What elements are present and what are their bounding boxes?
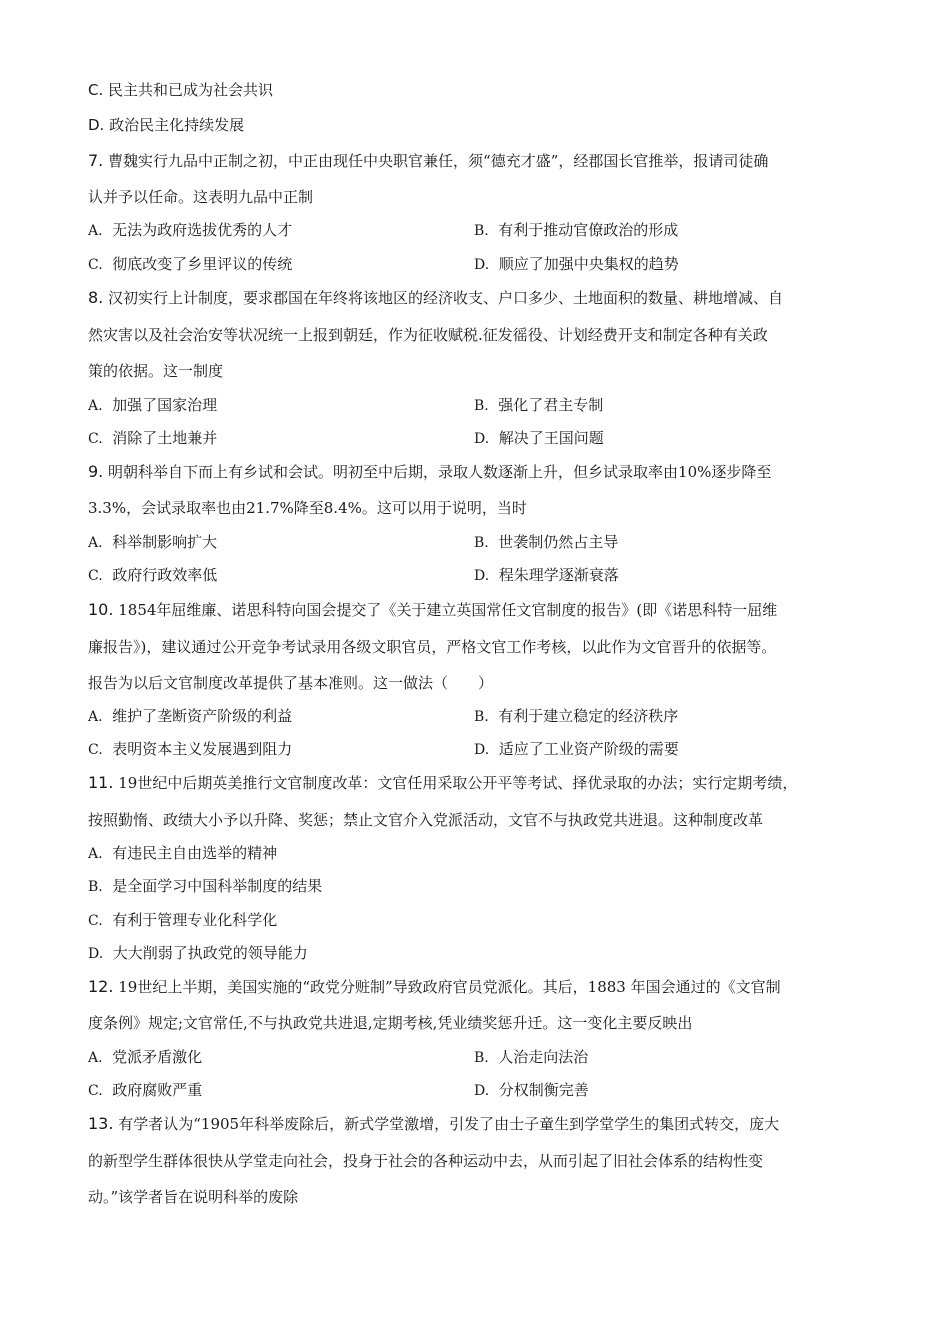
option-letter: B.	[474, 709, 489, 725]
question-10-stem-line-1	[88, 600, 777, 620]
q10-option-b	[474, 706, 678, 727]
option-letter: C.	[88, 742, 103, 758]
question-stem-text: 按照勤惰、政绩大小予以升降、奖惩；禁止文官介入党派活动，文官不与执政党共进退。这种制度改革	[88, 811, 764, 829]
option-letter: D.	[88, 116, 105, 134]
q10-option-a	[88, 706, 292, 727]
option-text: 民主共和已成为社会共识	[108, 81, 274, 99]
option-letter: A.	[88, 398, 103, 414]
option-text: 世袭制仍然占主导	[498, 533, 619, 551]
option-letter: D.	[474, 257, 490, 273]
option-letter: C.	[88, 257, 103, 273]
option-letter: D.	[474, 1083, 490, 1099]
question-13-stem-line-2	[88, 1151, 763, 1171]
q7-option-d	[474, 254, 679, 275]
option-text: 适应了工业资产阶级的需要	[498, 740, 679, 758]
q10-option-c	[88, 739, 292, 760]
question-stem-text: 的新型学生群体很快从学堂走向社会，投身于社会的各种运动中去，从而引起了旧社会体系的结构性变	[88, 1152, 764, 1170]
option-text: 加强了国家治理	[112, 396, 218, 414]
q9-option-b	[474, 532, 618, 553]
question-10-stem-line-2	[88, 637, 776, 657]
question-stem-text: 度条例》规定;文官常任,不与执政党共进退,定期考核,凭业绩奖惩升迁。这一变化主要反映出	[88, 1014, 693, 1032]
option-letter: C.	[88, 1083, 103, 1099]
question-stem-text: 明朝科举自下而上有乡试和会试。明初至中后期，录取人数逐渐上升，但乡试录取率由10%逐步降至	[108, 463, 772, 481]
q12-option-b	[474, 1047, 588, 1068]
question-number: 10.	[88, 600, 114, 619]
question-12-stem-line-2	[88, 1013, 692, 1033]
question-stem-text: 策的依据。这一制度	[88, 362, 224, 380]
q11-option-b	[88, 876, 322, 897]
q8-option-c	[88, 428, 217, 449]
question-7-stem-line-1	[88, 151, 768, 171]
option-text: 顺应了加强中央集权的趋势	[498, 255, 679, 273]
q12-option-a	[88, 1047, 202, 1068]
question-number: 8.	[88, 288, 104, 307]
option-text: 有违民主自由选举的精神	[112, 844, 278, 862]
option-text: 强化了君主专制	[498, 396, 604, 414]
q7-option-a	[88, 220, 292, 241]
option-letter: D.	[474, 568, 490, 584]
question-number: 9.	[88, 462, 104, 481]
question-number: 12.	[88, 977, 114, 996]
question-stem-text: 报告为以后文官制度改革提供了基本准则。这一做法（ ）	[88, 674, 494, 692]
question-8-stem-line-1	[88, 288, 783, 308]
question-stem-text: 有学者认为“1905年科举废除后，新式学堂激增，引发了由士子童生到学堂学生的集团式转交，庞大	[118, 1115, 780, 1133]
question-8-stem-line-2	[88, 325, 768, 345]
q8-option-a	[88, 395, 217, 416]
option-letter: A.	[88, 535, 103, 551]
option-letter: C.	[88, 568, 103, 584]
question-number: 13.	[88, 1114, 114, 1133]
q9-option-c	[88, 565, 217, 586]
q10-option-d	[474, 739, 679, 760]
option-letter: B.	[474, 223, 489, 239]
question-9-stem-line-1	[88, 462, 771, 482]
question-stem-text: 1854年屈维廉、诺思科特向国会提交了《关于建立英国常任文官制度的报告》(即《诺思科特一屈维	[118, 601, 778, 619]
q11-option-d	[88, 943, 308, 964]
q8-option-b	[474, 395, 603, 416]
option-letter: A.	[88, 1050, 103, 1066]
question-7-stem-line-2	[88, 187, 313, 207]
option-c-prev	[88, 80, 273, 100]
option-text: 解决了王国问题	[498, 429, 604, 447]
option-text: 是全面学习中国科举制度的结果	[112, 877, 323, 895]
option-text: 表明资本主义发展遇到阻力	[112, 740, 293, 758]
q9-option-d	[474, 565, 619, 586]
q7-option-c	[88, 254, 292, 275]
option-text: 有利于管理专业化科学化	[112, 911, 278, 929]
option-text: 分权制衡完善	[498, 1081, 589, 1099]
question-stem-text: 汉初实行上计制度，要求郡国在年终将该地区的经济收支、户口多少、土地面积的数量、耕地增减、自	[108, 289, 784, 307]
question-8-stem-line-3	[88, 361, 223, 381]
option-letter: C.	[88, 81, 104, 99]
q12-option-c	[88, 1080, 202, 1101]
question-13-stem-line-1	[88, 1114, 779, 1134]
option-text: 彻底改变了乡里评议的传统	[112, 255, 293, 273]
question-stem-text: 认并予以任命。这表明九品中正制	[88, 188, 314, 206]
question-stem-text: 3.3%，会试录取率也由21.7%降至8.4%。这可以用于说明，当时	[88, 499, 527, 517]
question-13-stem-line-3	[88, 1187, 298, 1207]
q12-option-d	[474, 1080, 589, 1101]
option-d-prev	[88, 115, 244, 135]
q11-option-c	[88, 910, 277, 931]
option-letter: D.	[474, 431, 490, 447]
option-letter: A.	[88, 709, 103, 725]
option-letter: C.	[88, 431, 103, 447]
option-text: 人治走向法治	[498, 1048, 589, 1066]
option-letter: B.	[474, 535, 489, 551]
q8-option-d	[474, 428, 604, 449]
option-text: 程朱理学逐渐衰落	[498, 566, 619, 584]
option-text: 政府腐败严重	[112, 1081, 203, 1099]
option-text: 党派矛盾激化	[112, 1048, 203, 1066]
question-11-stem-line-2	[88, 810, 763, 830]
option-text: 有利于建立稳定的经济秩序	[498, 707, 679, 725]
question-stem-text: 19世纪上半期，美国实施的“政党分赃制”导致政府官员党派化。其后，1883 年国会通过的《文官制	[118, 978, 781, 996]
option-text: 有利于推动官僚政治的形成	[498, 221, 679, 239]
option-letter: D.	[474, 742, 490, 758]
question-stem-text: 曹魏实行九品中正制之初，中正由现任中央职官兼任，须“德充才盛”，经郡国长官推举，报请司徒确	[108, 152, 769, 170]
option-text: 政治民主化持续发展	[109, 116, 245, 134]
option-text: 科举制影响扩大	[112, 533, 218, 551]
question-stem-text: 19世纪中后期英美推行文官制度改革：文官任用采取公开平等考试、择优录取的办法；实行定期考绩，	[118, 774, 798, 792]
option-text: 消除了土地兼并	[112, 429, 218, 447]
option-text: 维护了垄断资产阶级的利益	[112, 707, 293, 725]
q9-option-a	[88, 532, 217, 553]
question-stem-text: 廉报告》)，建议通过公开竞争考试录用各级文职官员，严格文官工作考核，以此作为文官晋升的依据等。	[88, 638, 777, 656]
option-text: 大大削弱了执政党的领导能力	[112, 944, 308, 962]
question-number: 11.	[88, 773, 114, 792]
question-10-stem-line-3	[88, 673, 493, 693]
question-11-stem-line-1	[88, 773, 797, 793]
option-letter: D.	[88, 946, 104, 962]
option-text: 政府行政效率低	[112, 566, 218, 584]
option-text: 无法为政府选拔优秀的人才	[112, 221, 293, 239]
option-letter: A.	[88, 846, 103, 862]
option-letter: B.	[88, 879, 103, 895]
question-number: 7.	[88, 151, 104, 170]
question-12-stem-line-1	[88, 977, 781, 997]
option-letter: B.	[474, 398, 489, 414]
q11-option-a	[88, 843, 277, 864]
option-letter: B.	[474, 1050, 489, 1066]
q7-option-b	[474, 220, 678, 241]
question-stem-text: 然灾害以及社会治安等状况统一上报到朝廷，作为征收赋税.征发徭役、计划经费开支和制定各种有关政	[88, 326, 768, 344]
question-9-stem-line-2	[88, 498, 527, 518]
question-stem-text: 动。”该学者旨在说明科举的废除	[88, 1188, 299, 1206]
option-letter: A.	[88, 223, 103, 239]
option-letter: C.	[88, 913, 103, 929]
